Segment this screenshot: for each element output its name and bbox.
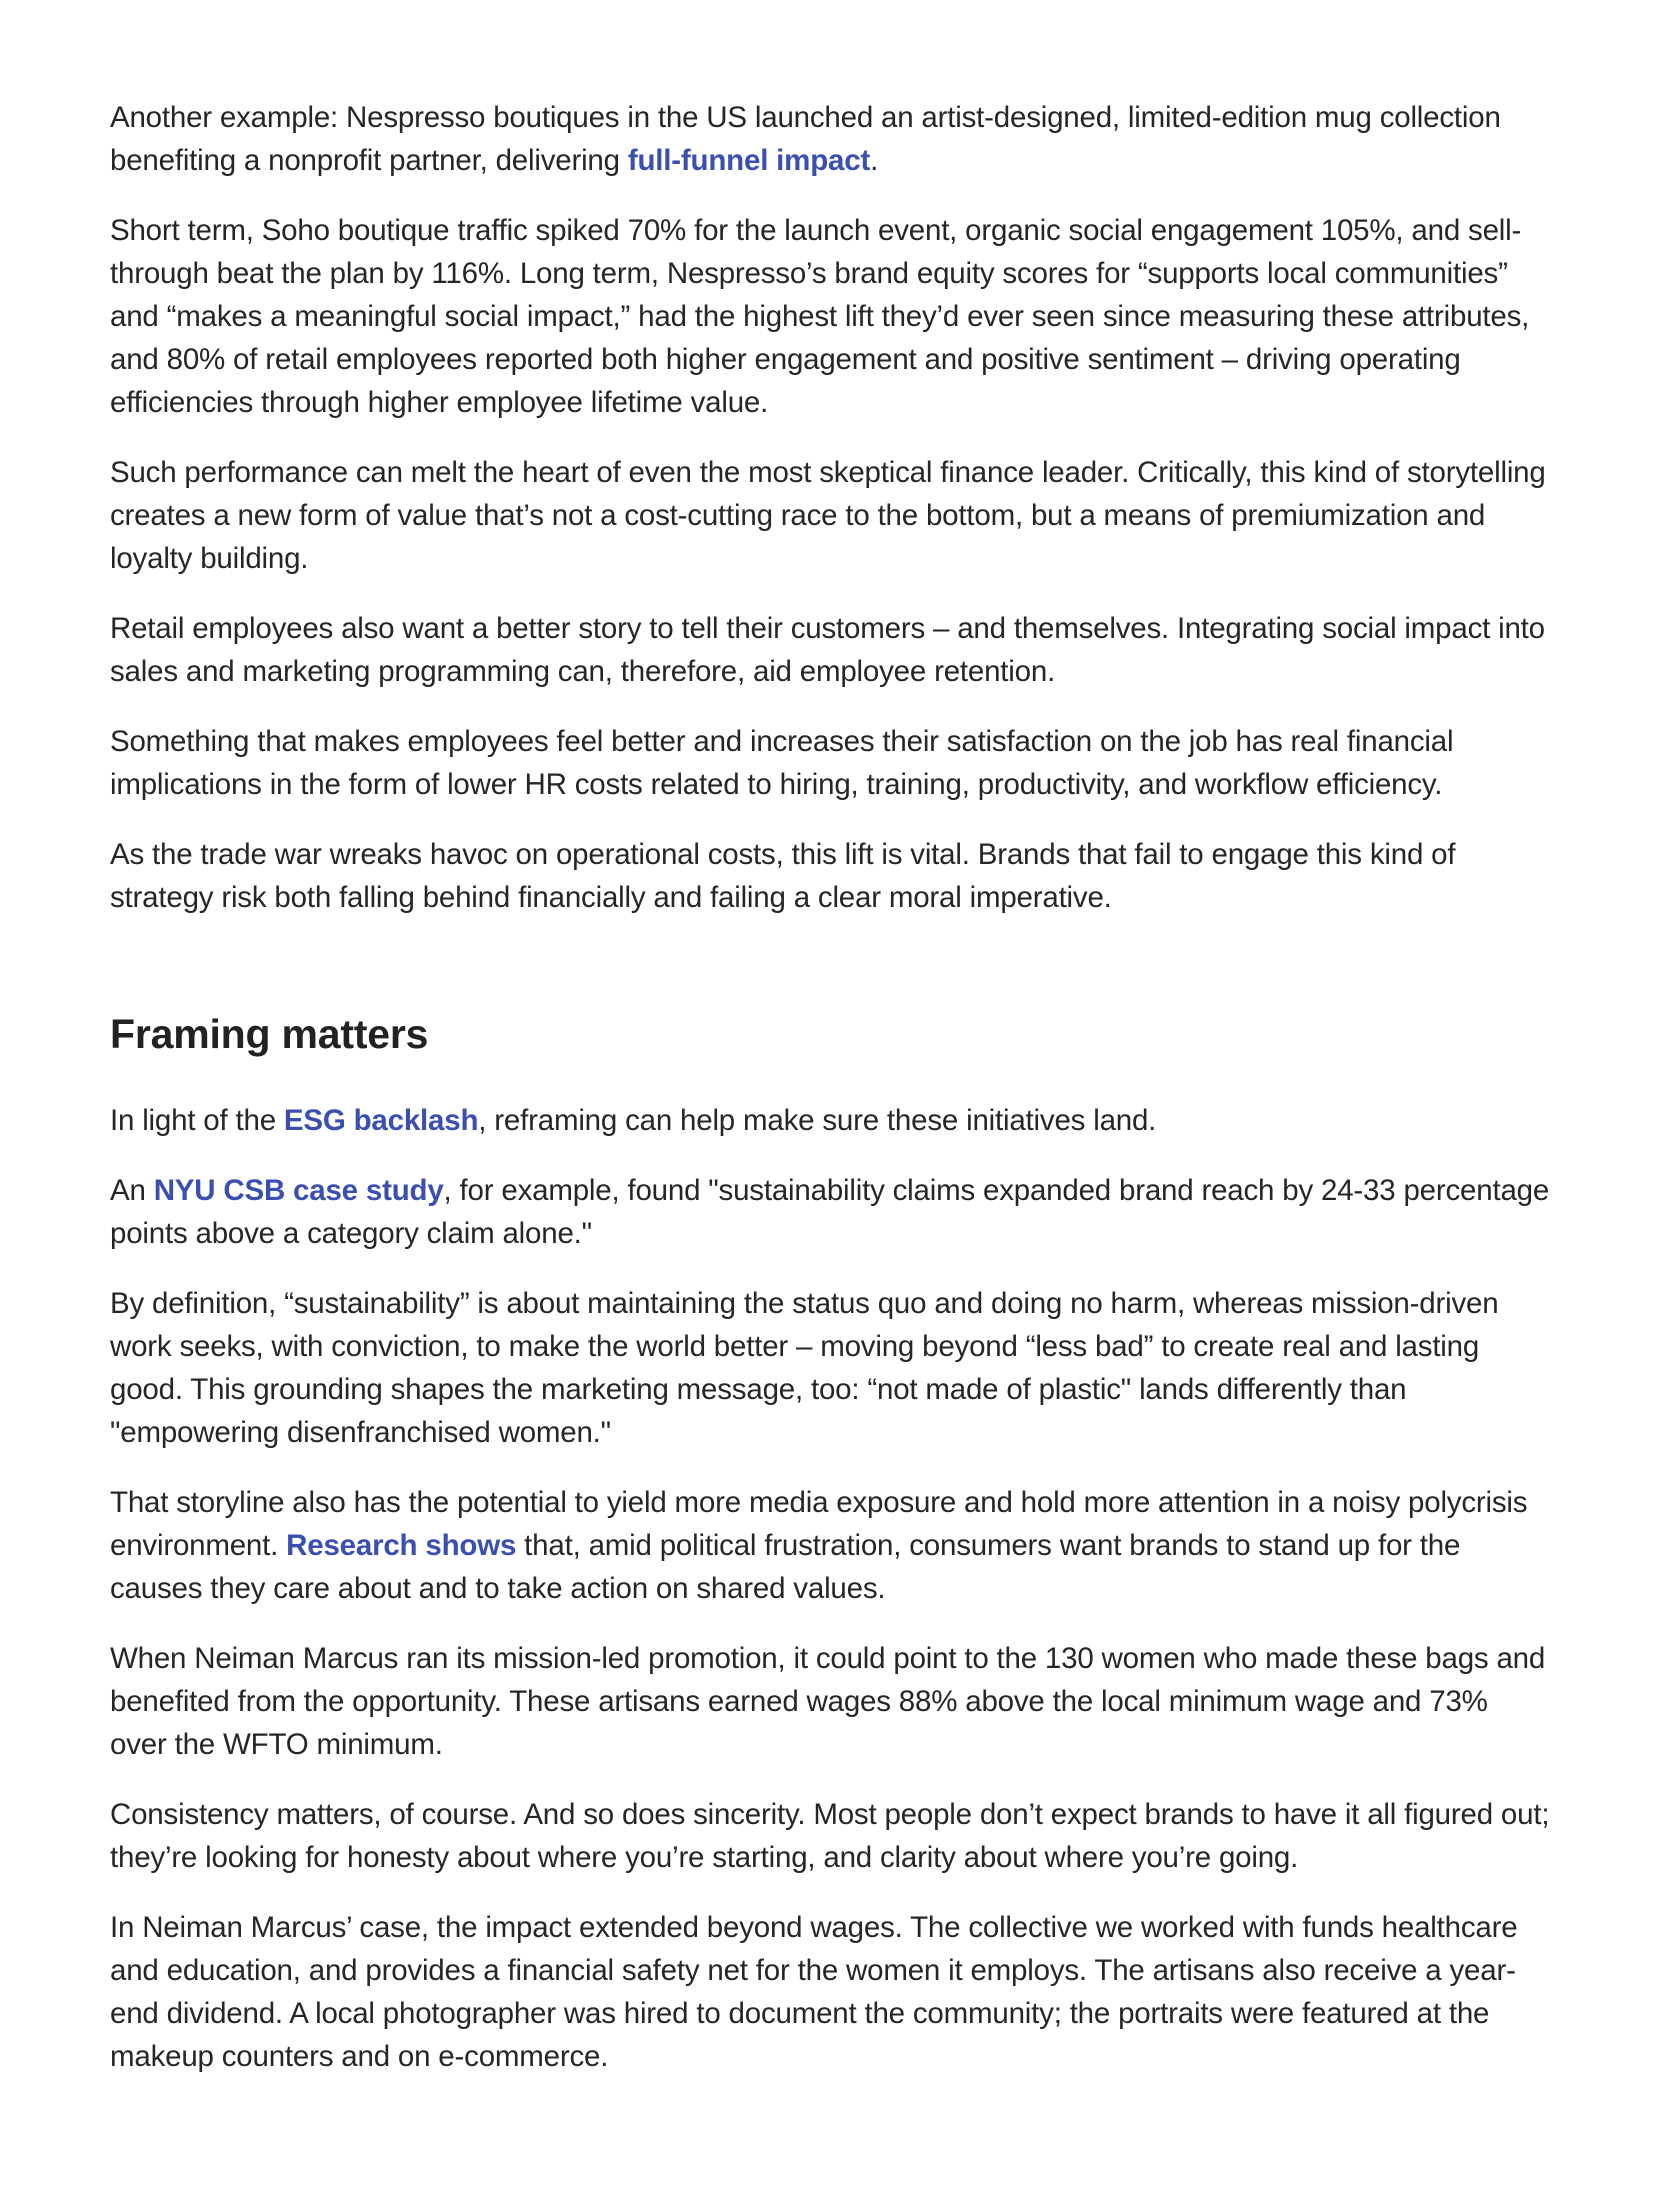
paragraph-text: , for example, found "sustainability claims expanded brand reach by 24-33 percentage points above a category claim alone." bbox=[110, 1174, 1550, 1250]
esg-backlash-link[interactable]: ESG backlash bbox=[283, 1104, 479, 1137]
paragraph-text: That storyline also has the potential to yield more media exposure and hold more attention in a noisy polycrisis environment. bbox=[110, 1486, 1528, 1562]
paragraph-finance-leader: Such performance can melt the heart of even the most skeptical finance leader. Critically, this kind of storytelling creates a new form of value that’s not a cost-cutting race to the bottom, but a means of premiumization and loyalty building. bbox=[110, 456, 1546, 575]
paragraph-sustainability-definition: By definition, “sustainability” is about maintaining the status quo and doing no harm, whereas mission-driven work seeks, with conviction, to make the world better – moving beyond “less bad” to create real and lasting good. This grounding shapes the marketing message, too: “not made of plastic" lands differently than "empowering disenfranchised women." bbox=[110, 1287, 1499, 1449]
paragraph-nyu-case-study bbox=[110, 1169, 1550, 1255]
paragraph-employee-satisfaction: Something that makes employees feel better and increases their satisfaction on the job has real financial implications in the form of lower HR costs related to hiring, training, productivity, and workflow efficiency. bbox=[110, 725, 1454, 801]
paragraph-consistency: Consistency matters, of course. And so does sincerity. Most people don’t expect brands to have it all figured out; they’re looking for honesty about where you’re starting, and clarity about where you’re going. bbox=[110, 1798, 1550, 1874]
paragraph-text: . bbox=[870, 144, 879, 177]
nyu-csb-case-study-link[interactable]: NYU CSB case study bbox=[153, 1174, 444, 1207]
paragraph-neiman-marcus-impact: In Neiman Marcus’ case, the impact extended beyond wages. The collective we worked with funds healthcare and education, and provides a financial safety net for the women it employs. The artisans also receive a year-end dividend. A local photographer was hired to document the community; the portraits were featured at the makeup counters and on e-commerce. bbox=[110, 1911, 1518, 2073]
full-funnel-impact-link[interactable]: full-funnel impact bbox=[627, 144, 871, 177]
paragraph-storyline-research bbox=[110, 1481, 1550, 1610]
paragraph-text: In light of the bbox=[110, 1104, 284, 1137]
paragraph-text: Another example: Nespresso boutiques in the US launched an artist-designed, limited-edition mug collection benefiting a nonprofit partner, delivering bbox=[110, 101, 1501, 177]
paragraph-text: , reframing can help make sure these initiatives land. bbox=[478, 1104, 1157, 1137]
paragraph-text: An bbox=[110, 1174, 154, 1207]
paragraph-trade-war: As the trade war wreaks havoc on operational costs, this lift is vital. Brands that fail to engage this kind of strategy risk both falling behind financially and failing a clear moral imperative. bbox=[110, 838, 1456, 914]
research-shows-link[interactable]: Research shows bbox=[286, 1529, 517, 1562]
article-page bbox=[110, 96, 1550, 2105]
paragraph-nespresso-example bbox=[110, 96, 1550, 182]
paragraph-text: that, amid political frustration, consumers want brands to stand up for the causes they care about and to take action on shared values. bbox=[110, 1529, 1461, 1605]
paragraph-neiman-marcus-promotion: When Neiman Marcus ran its mission-led promotion, it could point to the 130 women who made these bags and benefited from the opportunity. These artisans earned wages 88% above the local minimum wage and 73% over the WFTO minimum. bbox=[110, 1642, 1546, 1761]
paragraph-retail-employees: Retail employees also want a better story to tell their customers – and themselves. Integrating social impact into sales and marketing programming can, therefore, aid employee retention. bbox=[110, 612, 1545, 688]
paragraph-esg-backlash bbox=[110, 1099, 1550, 1142]
paragraph-short-term-results: Short term, Soho boutique traffic spiked 70% for the launch event, organic social engagement 105%, and sell-through beat the plan by 116%. Long term, Nespresso’s brand equity scores for “supports local communities” and “makes a meaningful social impact,” had the highest lift they’d ever seen since measuring these attributes, and 80% of retail employees reported both higher engagement and positive sentiment – driving operating efficiencies through higher employee lifetime value. bbox=[110, 214, 1530, 419]
section-heading-framing-matters: Framing matters bbox=[110, 1011, 429, 1057]
